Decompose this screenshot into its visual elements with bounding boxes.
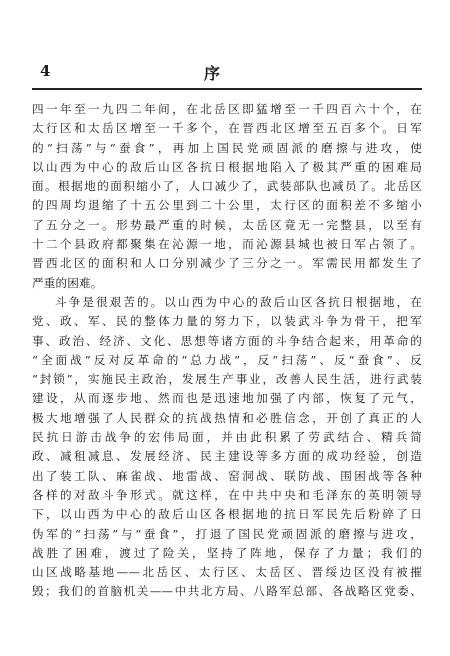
text-line: 极大地增强了人民群众的抗战热情和必胜信念，开创了真正的人 (32, 410, 422, 425)
text-line: 政、减租减息、发展经济、民主建设等多方面的成功经验，创造 (32, 449, 422, 464)
text-line: 十二个县政府都聚集在沁源一地，而沁源县城也被日军占领了。 (32, 237, 422, 252)
text-line: 的四周均退缩了十五公里到二十公里，太行区的面积差不多缩小 (32, 198, 422, 213)
text-line: “封锁”，实施民主政治，发展生产事业，改善人民生活，进行武装 (32, 372, 422, 387)
text-line: 事、政治、经济、文化、思想等诸方面的斗争结合起来，用革命的 (32, 333, 422, 348)
text-line: 太行区和太岳区增至一千多个，在晋西北区增至五百多个。日军 (32, 121, 422, 136)
text-line: 面。根据地的面积缩小了，人口减少了，武装部队也减员了。北岳区 (32, 179, 422, 194)
text-line: 四一年至一九四二年间，在北岳区即猛增至一千四百六十个，在 (32, 102, 422, 116)
text-line: 严重的困难。 (32, 275, 103, 290)
header-rule (32, 88, 422, 90)
text-line: 战胜了困难，渡过了险关，坚持了阵地，保存了力量；我们的 (32, 545, 422, 560)
text-line: 斗争是很艰苦的。以山西为中心的敌后山区各抗日根据地，在 (55, 294, 422, 309)
text-line: 的“扫荡”与“蚕食”，再加上国民党顽固派的磨擦与进攻，使 (32, 140, 422, 155)
body-text (32, 100, 422, 602)
text-line: 出了装工队、麻雀战、地雷战、窑洞战、联防战、围困战等各种 (32, 468, 422, 483)
text-line: 建设，从而逐步地、然而也是迅速地加强了内部，恢复了元气， (32, 391, 422, 406)
text-line: “全面战”反对反革命的“总力战”，反“扫荡”、反“蚕食”、反 (32, 352, 422, 367)
page-title: 序 (204, 64, 223, 83)
text-line: 伪军的“扫荡”与“蚕食”，打退了国民党顽固派的磨擦与进攻， (32, 526, 422, 541)
page-header (0, 62, 450, 86)
page-number: 4 (40, 62, 51, 80)
text-line: 下，以山西为中心的敌后山区各根据地的抗日军民先后粉碎了日 (32, 507, 422, 522)
text-line: 民抗日游击战争的宏伟局面，并由此积累了劳武结合、精兵简 (32, 430, 422, 445)
text-line: 各样的对敌斗争形式。就这样，在中共中央和毛泽东的英明领导 (32, 487, 422, 502)
text-line: 毁；我们的首脑机关——中共北方局、八路军总部、各战略区党委、 (32, 584, 422, 599)
text-line: 山区战略基地——北岳区、太行区、太岳区、晋绥边区没有被摧 (32, 565, 422, 580)
text-line: 党、政、军、民的整体力量的努力下，以装武斗争为骨干，把军 (32, 314, 422, 329)
text-line: 了五分之一。形势最严重的时候，太岳区竟无一完整县，以至有 (32, 217, 422, 232)
text-line: 晋西北区的面积和人口分别减少了三分之一。军需民用都发生了 (32, 256, 422, 271)
text-line: 以山西为中心的敌后山区各抗日根据地陷入了极其严重的困难局 (32, 159, 422, 174)
